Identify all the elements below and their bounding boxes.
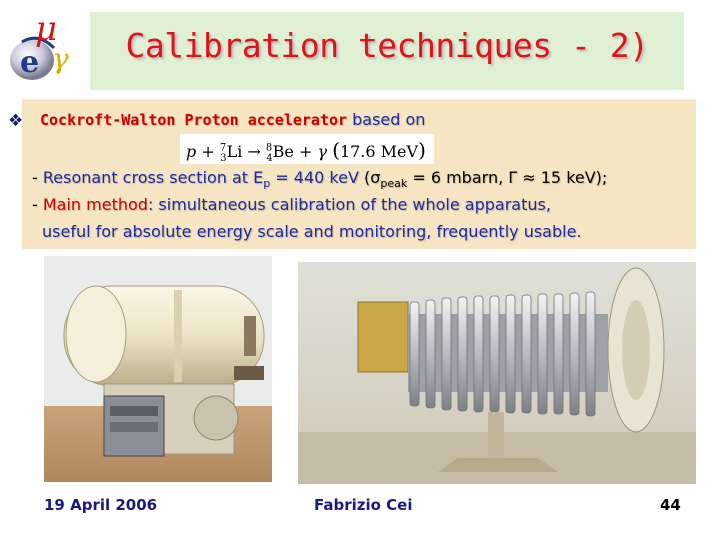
- usage-line: useful for absolute energy scale and monitoring, frequently usable.: [42, 222, 582, 241]
- main-method-label: Main method: [42, 195, 148, 214]
- formula-text: p + $^7_3$Li → $^8_4$Be + γ (17.6 MeV): [186, 138, 426, 165]
- svg-text:e: e: [20, 45, 40, 80]
- svg-text:γ: γ: [52, 42, 69, 75]
- based-on-text: based on: [347, 110, 426, 129]
- meg-logo: [2, 2, 86, 86]
- footer-date: 19 April 2006: [44, 496, 158, 514]
- diamond-bullet-icon: ❖: [8, 111, 24, 131]
- detector-photo: [298, 262, 696, 484]
- page-number: 44: [660, 496, 681, 514]
- cross-section-value: = 6 mbarn, Γ ≈ 15 keV);: [407, 168, 608, 187]
- energy-value: = 440 keV: [270, 168, 359, 187]
- bullet-line: [40, 110, 425, 129]
- slide-title: Calibration techniques - 2): [125, 26, 649, 65]
- sigma-text: (σ: [358, 168, 381, 187]
- dash: -: [32, 168, 43, 187]
- peak-sub: peak: [380, 177, 408, 191]
- method-description: : simultaneous calibration of the whole apparatus,: [147, 195, 551, 214]
- svg-text:μ: μ: [35, 9, 58, 49]
- resonance-text: Resonant cross section at E: [42, 168, 264, 187]
- ep-sub: p: [263, 177, 271, 191]
- accelerator-name: Cockroft-Walton Proton accelerator: [40, 111, 348, 129]
- title-banner: [90, 12, 684, 90]
- accelerator-photo: [44, 256, 272, 482]
- footer-author: Fabrizio Cei: [314, 496, 413, 514]
- reaction-formula: [180, 134, 434, 164]
- dash: -: [32, 195, 43, 214]
- method-line: [32, 195, 551, 214]
- resonance-line: [32, 168, 607, 190]
